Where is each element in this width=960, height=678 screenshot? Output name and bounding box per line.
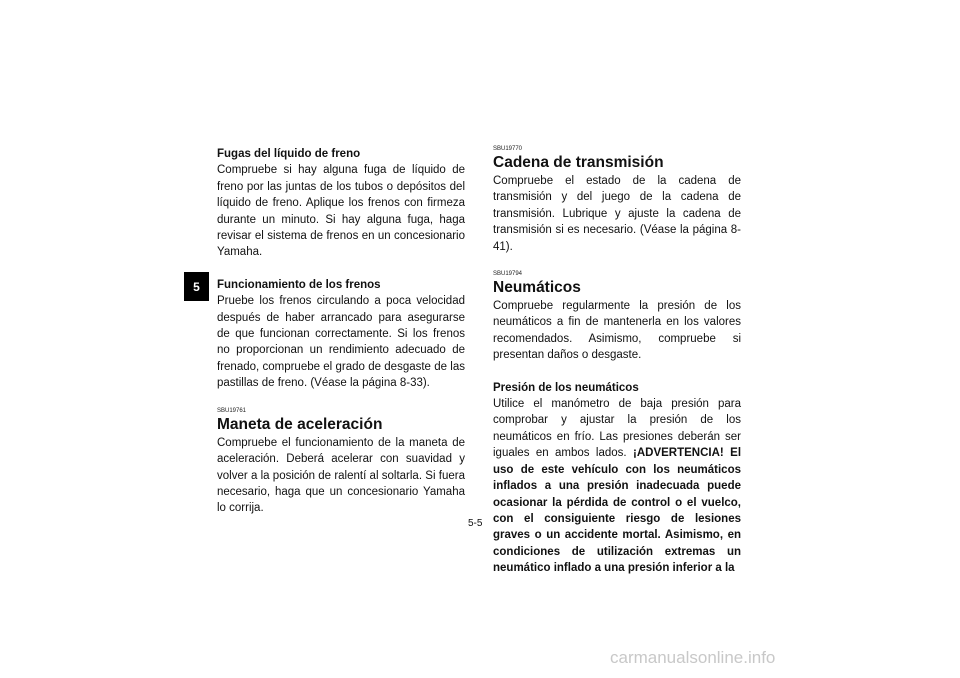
right-column [493, 146, 741, 577]
brake-fluid-leak-text: Compruebe si hay alguna fuga de líquido de freno por las juntas de los tubos o depósitos del líquido de freno. Aplique los frenos con firmeza durante un minuto. Si hay alguna fuga, haga revisar el sistema de frenos en un concesionario Yamaha. [217, 164, 465, 259]
drive-chain-title: Cadena de transmisión [493, 154, 664, 171]
section-code: SBU19794 [493, 271, 523, 278]
brake-fluid-leak-heading: Fugas del líquido de freno [217, 148, 361, 160]
throttle-lever-text: Compruebe el funcionamiento de la maneta de aceleración. Deberá acelerar con suavidad y volver a la posición de ralentí al soltarla. Si fuera necesario, haga que un concesionario Yamaha lo corrija. [217, 436, 465, 515]
watermark: carmanualsonline.info [610, 648, 776, 667]
section-code: SBU19770 [493, 146, 523, 152]
tires-title: Neumáticos [493, 279, 581, 297]
brake-operation-heading: Funcionamiento de los frenos [217, 278, 381, 291]
left-column [217, 146, 465, 517]
throttle-lever-title: Maneta de aceleración [217, 415, 383, 433]
tires-text: Compruebe regularmente la presión de los neumáticos a fin de mantenerla en los valores recomendados. Asimismo, compruebe si presentan daños o desgaste. [493, 300, 741, 362]
tire-pressure-heading: Presión de los neumáticos [493, 381, 639, 394]
tire-pressure-body: Utilice el manómetro de baja presión para comprobar y ajustar la presión de los neumáticos en frío. Las presiones deberán ser iguales en ambos lados. [493, 398, 741, 460]
section-code: SBU19761 [217, 407, 247, 414]
chapter-tab-number: 5 [193, 279, 200, 294]
page-number: 5-5 [468, 518, 483, 529]
tire-pressure-text [493, 396, 741, 576]
tire-pressure-warning: ¡ADVERTENCIA! El uso de este vehículo con los neumáticos inflados a una presión inadecuada puede ocasionar la pérdida de control o el vuelco, con el consiguiente riesgo de lesiones graves o un accidente mortal. Asimismo, en condiciones de utilización extremas un neumático inflado a una presión inferior a la [493, 447, 742, 575]
chapter-tab [184, 272, 209, 301]
drive-chain-text: Compruebe el estado de la cadena de transmisión y del juego de la cadena de transmisión. Lubrique y ajuste la cadena de transmisión si es necesario. (Véase la página 8-41). [493, 175, 741, 253]
brake-operation-text: Pruebe los frenos circulando a poca velocidad después de haber arrancado para asegurarse de que funcionan correctamente. Si los frenos no proporcionan un rendimiento adecuado de frenado, compruebe el grado de desgaste de las pastillas de freno. (Véase la página 8-33). [217, 295, 465, 390]
